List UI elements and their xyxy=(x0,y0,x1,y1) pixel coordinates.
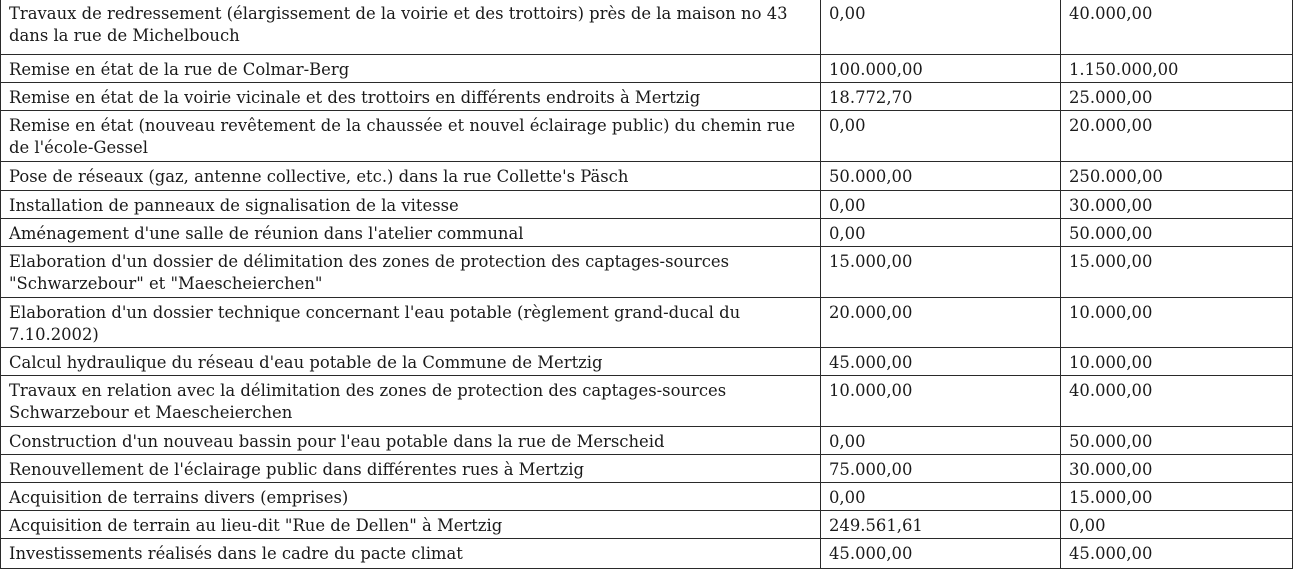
row-value-1: 75.000,00 xyxy=(821,455,1061,483)
row-value-1: 50.000,00 xyxy=(821,162,1061,191)
row-value-1: 10.000,00 xyxy=(821,376,1061,427)
row-value-2: 0,00 xyxy=(1061,511,1293,539)
row-value-2: 250.000,00 xyxy=(1061,162,1293,191)
table-row xyxy=(1,0,1293,55)
row-description: Remise en état de la rue de Colmar-Berg xyxy=(1,55,821,83)
row-value-1: 0,00 xyxy=(821,0,1061,55)
table-row xyxy=(1,247,1293,298)
table-row xyxy=(1,55,1293,83)
table-row xyxy=(1,376,1293,427)
row-value-1: 0,00 xyxy=(821,111,1061,162)
row-value-1: 249.561,61 xyxy=(821,511,1061,539)
row-value-2: 40.000,00 xyxy=(1061,376,1293,427)
row-description: Renouvellement de l'éclairage public dans différentes rues à Mertzig xyxy=(1,455,821,483)
table-row xyxy=(1,219,1293,247)
row-value-2: 30.000,00 xyxy=(1061,191,1293,219)
row-description: Calcul hydraulique du réseau d'eau potable de la Commune de Mertzig xyxy=(1,348,821,376)
row-description: Acquisition de terrains divers (emprises) xyxy=(1,483,821,511)
row-description: Travaux en relation avec la délimitation des zones de protection des captages-sources Schwarzebour et Maescheierchen xyxy=(1,376,821,427)
row-value-1: 0,00 xyxy=(821,219,1061,247)
table-row xyxy=(1,511,1293,539)
row-description: Elaboration d'un dossier de délimitation des zones de protection des captages-sources "Schwarzebour" et "Maescheierchen" xyxy=(1,247,821,298)
row-value-2: 40.000,00 xyxy=(1061,0,1293,55)
table-row xyxy=(1,539,1293,569)
row-value-1: 0,00 xyxy=(821,191,1061,219)
row-value-1: 45.000,00 xyxy=(821,348,1061,376)
row-value-1: 15.000,00 xyxy=(821,247,1061,298)
row-value-1: 45.000,00 xyxy=(821,539,1061,569)
row-value-2: 20.000,00 xyxy=(1061,111,1293,162)
row-value-1: 20.000,00 xyxy=(821,298,1061,348)
row-value-2: 45.000,00 xyxy=(1061,539,1293,569)
row-description: Remise en état (nouveau revêtement de la chaussée et nouvel éclairage public) du chemin rue de l'école-Gessel xyxy=(1,111,821,162)
row-value-1: 18.772,70 xyxy=(821,83,1061,111)
table-row xyxy=(1,455,1293,483)
row-value-2: 10.000,00 xyxy=(1061,298,1293,348)
row-value-1: 0,00 xyxy=(821,483,1061,511)
row-value-2: 30.000,00 xyxy=(1061,455,1293,483)
table-row xyxy=(1,191,1293,219)
row-description: Installation de panneaux de signalisation de la vitesse xyxy=(1,191,821,219)
table-row xyxy=(1,348,1293,376)
row-value-2: 50.000,00 xyxy=(1061,427,1293,455)
row-value-1: 0,00 xyxy=(821,427,1061,455)
row-description: Construction d'un nouveau bassin pour l'eau potable dans la rue de Merscheid xyxy=(1,427,821,455)
table-row xyxy=(1,483,1293,511)
table-row xyxy=(1,111,1293,162)
row-description: Elaboration d'un dossier technique concernant l'eau potable (règlement grand-ducal du 7.10.2002) xyxy=(1,298,821,348)
row-value-2: 25.000,00 xyxy=(1061,83,1293,111)
row-value-1: 100.000,00 xyxy=(821,55,1061,83)
table-row xyxy=(1,162,1293,191)
row-description: Pose de réseaux (gaz, antenne collective, etc.) dans la rue Collette's Päsch xyxy=(1,162,821,191)
row-value-2: 50.000,00 xyxy=(1061,219,1293,247)
row-description: Aménagement d'une salle de réunion dans l'atelier communal xyxy=(1,219,821,247)
budget-table-body xyxy=(1,0,1293,569)
row-value-2: 1.150.000,00 xyxy=(1061,55,1293,83)
row-description: Acquisition de terrain au lieu-dit "Rue de Dellen" à Mertzig xyxy=(1,511,821,539)
row-value-2: 15.000,00 xyxy=(1061,483,1293,511)
table-row xyxy=(1,298,1293,348)
row-value-2: 10.000,00 xyxy=(1061,348,1293,376)
row-description: Remise en état de la voirie vicinale et des trottoirs en différents endroits à Mertzig xyxy=(1,83,821,111)
row-description: Travaux de redressement (élargissement de la voirie et des trottoirs) près de la maison no 43 dans la rue de Michelbouch xyxy=(1,0,821,55)
row-description: Investissements réalisés dans le cadre du pacte climat xyxy=(1,539,821,569)
table-row xyxy=(1,427,1293,455)
table-row xyxy=(1,83,1293,111)
row-value-2: 15.000,00 xyxy=(1061,247,1293,298)
